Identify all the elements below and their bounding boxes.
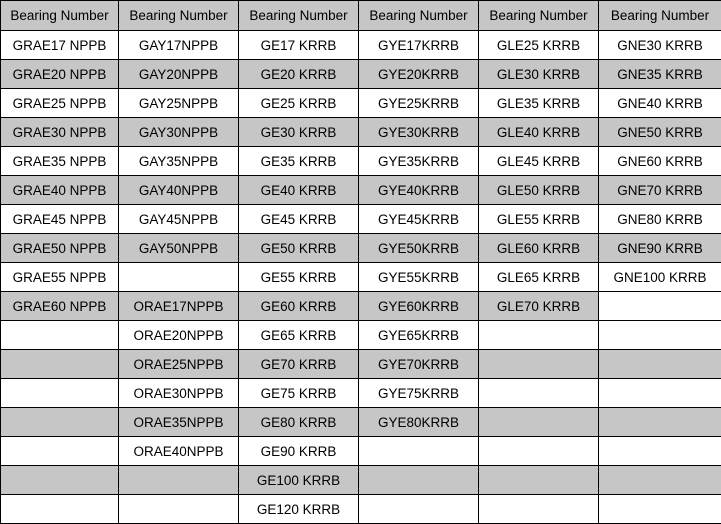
table-cell: GE17 KRRB: [239, 31, 359, 60]
table-cell: GNE30 KRRB: [599, 31, 721, 60]
table-row: [1, 379, 721, 408]
table-cell: [599, 350, 721, 379]
table-cell: ORAE30NPPB: [119, 379, 239, 408]
table-cell: GYE60KRRB: [359, 292, 479, 321]
table-cell: GNE100 KRRB: [599, 263, 721, 292]
table-cell: [479, 408, 599, 437]
table-cell: GE90 KRRB: [239, 437, 359, 466]
table-cell: [1, 437, 119, 466]
table-cell: [599, 437, 721, 466]
table-row: [1, 350, 721, 379]
table-cell: GYE30KRRB: [359, 118, 479, 147]
table-cell: GE35 KRRB: [239, 147, 359, 176]
table-cell: GYE17KRRB: [359, 31, 479, 60]
table-cell: GYE35KRRB: [359, 147, 479, 176]
table-cell: GYE40KRRB: [359, 176, 479, 205]
table-cell: GNE35 KRRB: [599, 60, 721, 89]
table-cell: ORAE25NPPB: [119, 350, 239, 379]
table-row: [1, 466, 721, 495]
column-header: Bearing Number: [239, 1, 359, 31]
table-cell: [359, 437, 479, 466]
table-row: [1, 321, 721, 350]
table-cell: GRAE55 NPPB: [1, 263, 119, 292]
table-cell: GNE90 KRRB: [599, 234, 721, 263]
table-cell: GE50 KRRB: [239, 234, 359, 263]
table-cell: ORAE17NPPB: [119, 292, 239, 321]
table-cell: GAY17NPPB: [119, 31, 239, 60]
column-header: Bearing Number: [479, 1, 599, 31]
table-cell: [1, 321, 119, 350]
table-row: [1, 292, 721, 321]
table-cell: GRAE40 NPPB: [1, 176, 119, 205]
table-cell: GLE65 KRRB: [479, 263, 599, 292]
table-cell: [119, 263, 239, 292]
table-cell: [119, 466, 239, 495]
table-body: [1, 1, 721, 524]
table-row: [1, 234, 721, 263]
table-cell: GRAE50 NPPB: [1, 234, 119, 263]
table-cell: GAY35NPPB: [119, 147, 239, 176]
table-cell: [1, 466, 119, 495]
table-cell: GNE60 KRRB: [599, 147, 721, 176]
table-cell: GNE50 KRRB: [599, 118, 721, 147]
column-header: Bearing Number: [119, 1, 239, 31]
table-row: [1, 118, 721, 147]
table-cell: GLE25 KRRB: [479, 31, 599, 60]
table-cell: [479, 379, 599, 408]
table-cell: [599, 321, 721, 350]
table-cell: GYE65KRRB: [359, 321, 479, 350]
table-cell: GLE35 KRRB: [479, 89, 599, 118]
table-cell: [599, 495, 721, 524]
table-cell: GRAE35 NPPB: [1, 147, 119, 176]
table-cell: GAY25NPPB: [119, 89, 239, 118]
table-cell: GE70 KRRB: [239, 350, 359, 379]
table-cell: [1, 495, 119, 524]
table-row: [1, 147, 721, 176]
table-cell: GYE50KRRB: [359, 234, 479, 263]
table-row: [1, 437, 721, 466]
table-cell: GAY50NPPB: [119, 234, 239, 263]
table-row: [1, 495, 721, 524]
table-cell: GNE40 KRRB: [599, 89, 721, 118]
table-cell: GAY40NPPB: [119, 176, 239, 205]
table-cell: GE25 KRRB: [239, 89, 359, 118]
table-cell: GE75 KRRB: [239, 379, 359, 408]
table-cell: GE30 KRRB: [239, 118, 359, 147]
table-row: [1, 176, 721, 205]
table-cell: ORAE40NPPB: [119, 437, 239, 466]
table-row: [1, 205, 721, 234]
table-cell: [599, 292, 721, 321]
table-row: [1, 89, 721, 118]
column-header: Bearing Number: [599, 1, 721, 31]
table-header-row: [1, 1, 721, 31]
table-cell: [599, 408, 721, 437]
column-header: Bearing Number: [359, 1, 479, 31]
table-cell: [359, 466, 479, 495]
table-cell: GE120 KRRB: [239, 495, 359, 524]
table-cell: GLE40 KRRB: [479, 118, 599, 147]
table-cell: GYE20KRRB: [359, 60, 479, 89]
table-cell: [599, 379, 721, 408]
table-cell: [599, 466, 721, 495]
table-cell: [359, 495, 479, 524]
table-cell: GLE60 KRRB: [479, 234, 599, 263]
table-cell: GE80 KRRB: [239, 408, 359, 437]
table-cell: [479, 495, 599, 524]
table-cell: GAY20NPPB: [119, 60, 239, 89]
table-cell: GRAE17 NPPB: [1, 31, 119, 60]
table-cell: [479, 350, 599, 379]
table-cell: GLE45 KRRB: [479, 147, 599, 176]
table-cell: ORAE20NPPB: [119, 321, 239, 350]
column-header: Bearing Number: [1, 1, 119, 31]
table-cell: GYE25KRRB: [359, 89, 479, 118]
table-cell: GE60 KRRB: [239, 292, 359, 321]
table-cell: GYE45KRRB: [359, 205, 479, 234]
table-cell: [479, 437, 599, 466]
table-cell: ORAE35NPPB: [119, 408, 239, 437]
table-cell: GE40 KRRB: [239, 176, 359, 205]
table-cell: GLE50 KRRB: [479, 176, 599, 205]
table-cell: [479, 466, 599, 495]
table-cell: GAY45NPPB: [119, 205, 239, 234]
table-cell: GRAE25 NPPB: [1, 89, 119, 118]
table-cell: [1, 408, 119, 437]
table-cell: GRAE20 NPPB: [1, 60, 119, 89]
table-cell: [1, 379, 119, 408]
table-row: [1, 408, 721, 437]
table-cell: [119, 495, 239, 524]
table-cell: GNE70 KRRB: [599, 176, 721, 205]
table-cell: GYE80KRRB: [359, 408, 479, 437]
table-cell: GYE55KRRB: [359, 263, 479, 292]
table-cell: GLE70 KRRB: [479, 292, 599, 321]
table-cell: GRAE45 NPPB: [1, 205, 119, 234]
table-cell: GYE70KRRB: [359, 350, 479, 379]
table-cell: GLE30 KRRB: [479, 60, 599, 89]
table-cell: GRAE30 NPPB: [1, 118, 119, 147]
table-row: [1, 60, 721, 89]
table-cell: [479, 321, 599, 350]
table-cell: GNE80 KRRB: [599, 205, 721, 234]
table-cell: GE55 KRRB: [239, 263, 359, 292]
table-row: [1, 31, 721, 60]
table-cell: GE100 KRRB: [239, 466, 359, 495]
table-cell: GYE75KRRB: [359, 379, 479, 408]
table-cell: GRAE60 NPPB: [1, 292, 119, 321]
table-cell: [1, 350, 119, 379]
table-cell: GE45 KRRB: [239, 205, 359, 234]
table-row: [1, 263, 721, 292]
table-cell: GAY30NPPB: [119, 118, 239, 147]
table-cell: GLE55 KRRB: [479, 205, 599, 234]
table-cell: GE20 KRRB: [239, 60, 359, 89]
table-cell: GE65 KRRB: [239, 321, 359, 350]
